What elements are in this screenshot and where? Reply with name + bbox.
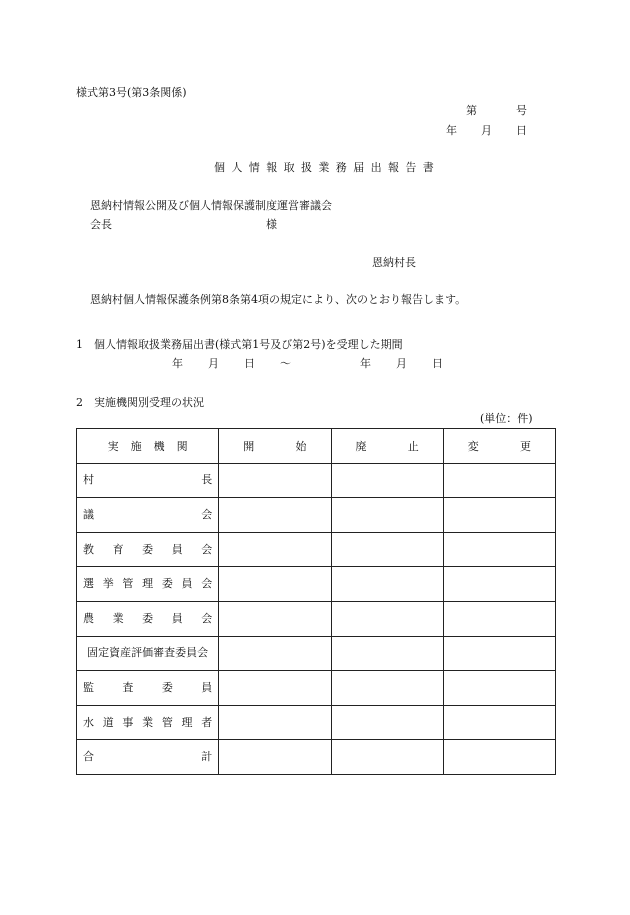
period-from-month: 月 bbox=[208, 357, 219, 370]
table-row bbox=[77, 636, 556, 671]
count-start-cell[interactable] bbox=[219, 671, 331, 706]
table-row bbox=[77, 567, 556, 602]
table-row bbox=[77, 463, 556, 498]
count-abolish-cell[interactable] bbox=[331, 498, 443, 533]
label-char: 教 bbox=[83, 542, 94, 556]
count-abolish-cell[interactable] bbox=[331, 463, 443, 498]
date-year: 年 bbox=[446, 124, 457, 137]
period-from-year: 年 bbox=[172, 357, 183, 370]
label-char: 会 bbox=[201, 542, 213, 556]
label-char: 管 bbox=[161, 715, 173, 729]
unit-label: (単位：件) bbox=[480, 412, 533, 425]
label-char: 会 bbox=[201, 611, 213, 625]
sender: 恩納村長 bbox=[372, 256, 416, 269]
label-char: 廃 bbox=[355, 439, 367, 453]
label-char: 合 bbox=[83, 750, 94, 764]
header-cell-change bbox=[443, 429, 555, 464]
count-start-cell[interactable] bbox=[219, 740, 331, 775]
count-abolish-cell[interactable] bbox=[331, 671, 443, 706]
count-change-cell[interactable] bbox=[443, 532, 555, 567]
spread-label bbox=[77, 508, 218, 522]
count-change-cell[interactable] bbox=[443, 601, 555, 636]
label-char: 委 bbox=[161, 577, 173, 591]
count-start-cell[interactable] bbox=[219, 601, 331, 636]
count-abolish-cell[interactable] bbox=[331, 601, 443, 636]
count-start-cell[interactable] bbox=[219, 636, 331, 671]
label-char: 会 bbox=[201, 507, 213, 521]
header-cell-start bbox=[219, 429, 331, 464]
count-change-cell[interactable] bbox=[443, 636, 555, 671]
table-row bbox=[77, 740, 556, 775]
count-start-cell[interactable] bbox=[219, 463, 331, 498]
count-abolish-cell[interactable] bbox=[331, 705, 443, 740]
section2-heading: 2 実施機関別受理の状況 bbox=[76, 396, 204, 409]
label-char: 止 bbox=[407, 439, 419, 453]
label-char: 選 bbox=[83, 577, 94, 591]
spread-label bbox=[77, 716, 218, 730]
count-change-cell[interactable] bbox=[443, 567, 555, 602]
count-start-cell[interactable] bbox=[219, 532, 331, 567]
label-char: 員 bbox=[201, 680, 213, 694]
agency-cell bbox=[77, 601, 219, 636]
label-char: 育 bbox=[112, 542, 124, 556]
doc-number-go: 号 bbox=[516, 104, 527, 117]
table-row bbox=[77, 601, 556, 636]
count-change-cell[interactable] bbox=[443, 705, 555, 740]
label-char: 員 bbox=[181, 577, 193, 591]
table-row bbox=[77, 532, 556, 567]
count-change-cell[interactable] bbox=[443, 671, 555, 706]
agency-cell bbox=[77, 463, 219, 498]
label-char: 関 bbox=[176, 439, 188, 453]
period-to-day: 日 bbox=[432, 357, 443, 370]
agency-cell: 固定資産評価審査委員会 bbox=[77, 636, 219, 671]
label-char: 施 bbox=[130, 439, 142, 453]
label-char: 変 bbox=[467, 439, 479, 453]
label-char: 実 bbox=[107, 439, 119, 453]
spread-label bbox=[77, 612, 218, 626]
spread-label bbox=[77, 438, 218, 454]
table-row bbox=[77, 671, 556, 706]
agency-cell bbox=[77, 740, 219, 775]
document-title: 個人情報取扱業務届出報告書 bbox=[214, 161, 441, 174]
spread-label bbox=[77, 681, 218, 695]
count-abolish-cell[interactable] bbox=[331, 567, 443, 602]
label-char: 農 bbox=[83, 611, 94, 625]
body-text: 恩納村個人情報保護条例第8条第4項の規定により、次のとおり報告します。 bbox=[90, 293, 467, 306]
label-char: 開 bbox=[243, 439, 255, 453]
label-char: 機 bbox=[153, 439, 165, 453]
label-char: 長 bbox=[201, 473, 213, 487]
header-cell-abolish bbox=[331, 429, 443, 464]
label-char: 業 bbox=[112, 611, 124, 625]
doc-number-dai: 第 bbox=[466, 104, 477, 117]
label-char: 委 bbox=[161, 680, 173, 694]
count-change-cell[interactable] bbox=[443, 463, 555, 498]
label-char: 会 bbox=[201, 577, 213, 591]
agency-cell bbox=[77, 705, 219, 740]
label-char: 道 bbox=[102, 715, 114, 729]
label-char: 始 bbox=[295, 439, 307, 453]
label-char: 査 bbox=[122, 680, 134, 694]
table-row bbox=[77, 705, 556, 740]
label-char: 挙 bbox=[102, 577, 114, 591]
date-month: 月 bbox=[481, 124, 492, 137]
header-cell-agency bbox=[77, 429, 219, 464]
spread-label bbox=[219, 438, 330, 454]
label-char: 員 bbox=[171, 542, 183, 556]
spread-label bbox=[444, 438, 555, 454]
count-start-cell[interactable] bbox=[219, 567, 331, 602]
label-char: 村 bbox=[83, 473, 94, 487]
label-char: 事 bbox=[122, 715, 134, 729]
label-char: 理 bbox=[142, 577, 154, 591]
count-change-cell[interactable] bbox=[443, 740, 555, 775]
table-row bbox=[77, 498, 556, 533]
agency-cell bbox=[77, 671, 219, 706]
label-char: 議 bbox=[83, 507, 94, 521]
form-number: 様式第3号(第3条関係) bbox=[76, 86, 187, 99]
count-abolish-cell[interactable] bbox=[331, 740, 443, 775]
period-to-month: 月 bbox=[396, 357, 407, 370]
period-tilde: 〜 bbox=[280, 357, 291, 370]
label-char: 員 bbox=[171, 611, 183, 625]
agency-cell bbox=[77, 498, 219, 533]
spread-label bbox=[77, 577, 218, 591]
label-char: 者 bbox=[201, 715, 213, 729]
agency-cell bbox=[77, 567, 219, 602]
spread-label bbox=[77, 543, 218, 557]
count-start-cell[interactable] bbox=[219, 705, 331, 740]
label-char: 委 bbox=[142, 542, 154, 556]
label-char: 監 bbox=[83, 680, 94, 694]
label-char: 業 bbox=[142, 715, 154, 729]
spread-label bbox=[77, 750, 218, 764]
table-header-row bbox=[77, 429, 556, 464]
count-abolish-cell[interactable] bbox=[331, 636, 443, 671]
date-day: 日 bbox=[516, 124, 527, 137]
count-abolish-cell[interactable] bbox=[331, 532, 443, 567]
spread-label bbox=[77, 473, 218, 487]
period-to-year: 年 bbox=[360, 357, 371, 370]
label-char: 計 bbox=[201, 750, 213, 764]
count-start-cell[interactable] bbox=[219, 498, 331, 533]
label-char: 理 bbox=[181, 715, 193, 729]
addressee-honorific: 様 bbox=[266, 218, 277, 231]
agency-cell bbox=[77, 532, 219, 567]
spread-label bbox=[332, 438, 443, 454]
addressee-organization: 恩納村情報公開及び個人情報保護制度運営審議会 bbox=[90, 199, 332, 212]
label-char: 更 bbox=[520, 439, 531, 453]
report-table bbox=[76, 428, 556, 775]
period-from-day: 日 bbox=[244, 357, 255, 370]
label-char: 水 bbox=[83, 715, 94, 729]
label-char: 管 bbox=[122, 577, 134, 591]
addressee-position: 会長 bbox=[90, 218, 112, 231]
count-change-cell[interactable] bbox=[443, 498, 555, 533]
label-char: 委 bbox=[142, 611, 154, 625]
section1-heading: 1 個人情報取扱業務届出書(様式第1号及び第2号)を受理した期間 bbox=[76, 338, 403, 351]
